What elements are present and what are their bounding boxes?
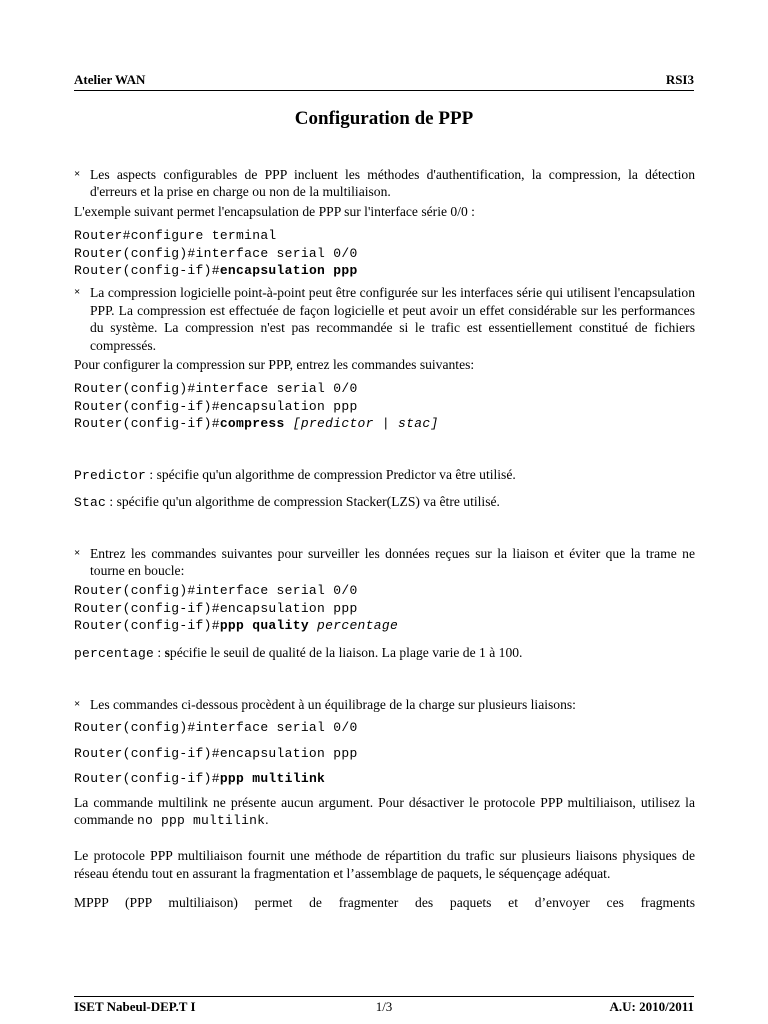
- code-line: Router(config)#interface serial 0/0: [74, 583, 358, 599]
- code-line: [74, 415, 695, 432]
- paragraph-mppp-description: Le protocole PPP multiliaison fournit une méthode de répartition du trafic sur plusieurs liaisons physiques de réseau étendu tout en assurant la fragmentation et l’assemblage de paquets, le séquençage adéquat.: [74, 848, 695, 881]
- code-block-encapsulation: [74, 227, 695, 279]
- code-argument: [predictor | stac]: [284, 416, 439, 432]
- bullet-x-icon: ×: [74, 697, 81, 710]
- definition-term: percentage: [74, 645, 155, 661]
- document-body: [74, 166, 695, 912]
- header-right: RSI3: [665, 72, 694, 87]
- code-argument: percentage: [308, 618, 399, 634]
- bullet-x-icon: ×: [74, 286, 81, 299]
- bullet-x-icon: ×: [74, 168, 81, 180]
- paragraph-multilink-argument: [74, 794, 695, 830]
- page-number: 1/3: [375, 999, 393, 1014]
- definition-text: : spécifie qu'un algorithme de compression Predictor va être utilisé.: [146, 466, 516, 482]
- definition-initial: s: [164, 644, 170, 660]
- paragraph-text: La commande multilink ne présente aucun argument. Pour désactiver le protocole PPP multiliaison, utilisez la commande: [74, 794, 695, 827]
- paragraph-intro-compression: Pour configurer la compression sur PPP, entrez les commandes suivantes:: [74, 357, 475, 373]
- code-line: Router(config-if)#encapsulation ppp: [74, 745, 358, 761]
- definition-predictor: [74, 466, 695, 484]
- code-prefix: Router(config-if)#: [74, 416, 220, 432]
- page-header: [74, 72, 694, 91]
- code-line: Router#configure terminal: [74, 228, 277, 244]
- code-line: Router(config)#interface serial 0/0: [74, 245, 358, 261]
- definition-text: : spécifie qu'un algorithme de compression Stacker(LZS) va être utilisé.: [106, 494, 500, 510]
- definition-term: Predictor: [74, 467, 147, 483]
- bullet-text: Les commandes ci-dessous procèdent à un équilibrage de la charge sur plusieurs liaisons:: [90, 696, 576, 712]
- definition-term: Stac: [74, 495, 107, 511]
- code-line: Router(config-if)#encapsulation ppp: [74, 600, 358, 616]
- page-title: Configuration de PPP: [294, 108, 474, 129]
- bullet-x-icon: ×: [74, 546, 81, 559]
- bullet-quality: [74, 545, 695, 580]
- definition-text: pécifie le seuil de qualité de la liaison. La plage varie de 1 à 100.: [169, 644, 523, 660]
- definition-separator: :: [154, 644, 165, 660]
- bullet-text: Les aspects configurables de PPP incluent les méthodes d'authentification, la compression, la détection d'erreurs et la prise en charge ou non de la multiliaison.: [90, 167, 695, 200]
- footer-right: A.U: 2010/2011: [609, 999, 694, 1014]
- definition-percentage: [74, 644, 695, 662]
- header-left: Atelier WAN: [74, 72, 146, 87]
- code-prefix: Router(config-if)#: [74, 263, 220, 279]
- bullet-compression: [74, 284, 695, 354]
- definition-stac: [74, 493, 695, 511]
- code-prefix: Router(config-if)#: [74, 618, 220, 634]
- bullet-multilink: [74, 696, 695, 713]
- footer-left: ISET Nabeul-DEP.T I: [74, 999, 196, 1014]
- code-command: compress: [219, 416, 285, 432]
- code-line: Router(config-if)#encapsulation ppp: [74, 398, 358, 414]
- bullet-text: La compression logicielle point-à-point peut être configurée sur les interfaces série qui utilisent l'encapsulation PPP. La compression est effectuée de façon logicielle et peut avoir un effet considérable sur les performances du système. La compression n'est pas recommandée si le trafic est essentiellement constitué de fichiers compressés.: [90, 285, 695, 353]
- code-command: encapsulation ppp: [219, 263, 358, 279]
- paragraph-text: .: [265, 811, 269, 827]
- code-block-quality: [74, 582, 695, 634]
- code-line: [74, 262, 695, 279]
- code-line: Router(config)#interface serial 0/0: [74, 720, 358, 736]
- inline-code: no ppp multilink: [137, 812, 266, 828]
- bullet-text: Entrez les commandes suivantes pour surveiller les données reçues sur la liaison et éviter que la trame ne tourne en boucle:: [90, 545, 695, 578]
- code-prefix: Router(config-if)#: [74, 771, 220, 787]
- code-line: [74, 770, 695, 787]
- page-footer: [74, 996, 694, 1015]
- code-line: [74, 617, 695, 634]
- code-command: ppp multilink: [219, 771, 326, 787]
- code-block-compression: [74, 380, 695, 432]
- paragraph-intro-encapsulation: L'exemple suivant permet l'encapsulation de PPP sur l'interface série 0/0 :: [74, 203, 475, 219]
- bullet-aspects: [74, 166, 695, 201]
- code-block-multilink: [74, 719, 695, 787]
- code-command: ppp quality: [219, 618, 309, 634]
- code-line: Router(config)#interface serial 0/0: [74, 381, 358, 397]
- paragraph-mppp-fragment: MPPP (PPP multiliaison) permet de fragmenter des paquets et d’envoyer ces fragments: [74, 895, 695, 911]
